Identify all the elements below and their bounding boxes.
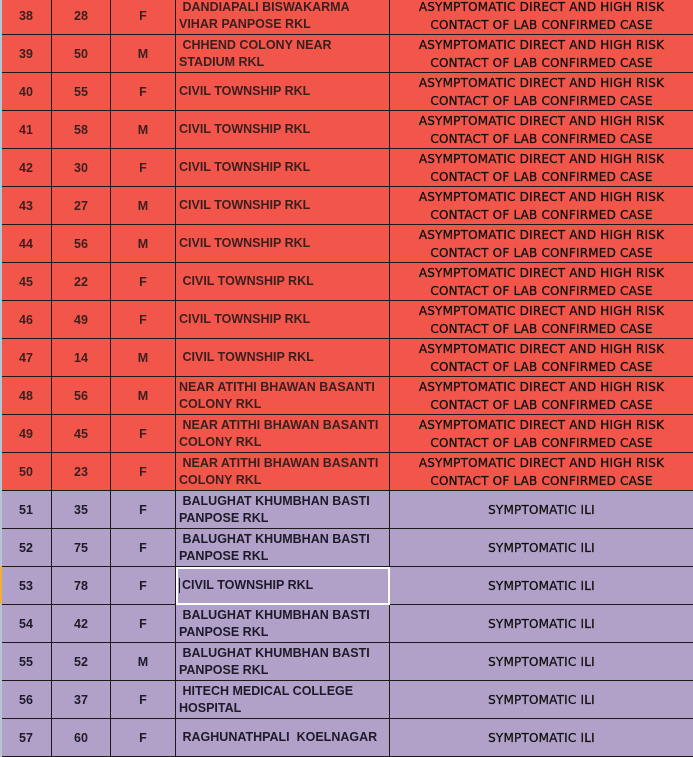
cell-serial-text: 47 xyxy=(19,350,33,365)
cell-age[interactable] xyxy=(52,491,111,529)
cell-address-text: CIVIL TOWNSHIP RKL xyxy=(179,160,311,174)
cell-category[interactable] xyxy=(390,149,693,187)
cell-address[interactable] xyxy=(176,491,390,529)
cell-age-text: 60 xyxy=(74,730,88,745)
table-row xyxy=(1,643,693,681)
cell-serial[interactable] xyxy=(1,719,52,757)
table-row xyxy=(1,301,693,339)
cell-address-selected[interactable] xyxy=(176,567,390,605)
cell-category-text: ASYMPTOMATIC DIRECT AND HIGH RISK CONTACT OF LAB CONFIRMED CASE xyxy=(418,151,665,184)
cell-category[interactable] xyxy=(390,225,693,263)
cell-category[interactable] xyxy=(390,35,693,73)
cell-sex-text: M xyxy=(137,122,149,137)
cell-serial[interactable] xyxy=(1,111,52,149)
cell-serial-text: 46 xyxy=(19,312,33,327)
cell-category-text: ASYMPTOMATIC DIRECT AND HIGH RISK CONTACT OF LAB CONFIRMED CASE xyxy=(418,113,665,146)
cell-address-text: RAGHUNATHPALI KOELNAGAR xyxy=(179,730,378,744)
cell-serial[interactable] xyxy=(1,567,52,605)
cell-age[interactable] xyxy=(52,73,111,111)
cell-serial[interactable] xyxy=(1,301,52,339)
table-row xyxy=(1,605,693,643)
cell-category[interactable] xyxy=(390,529,693,567)
cell-sex[interactable] xyxy=(111,0,176,35)
cell-sex-text: F xyxy=(139,730,147,745)
cell-address[interactable] xyxy=(176,35,390,73)
cell-sex[interactable] xyxy=(111,643,176,681)
cell-serial[interactable] xyxy=(1,377,52,415)
cell-age[interactable] xyxy=(52,643,111,681)
cell-age[interactable] xyxy=(52,453,111,491)
cell-category-text: SYMPTOMATIC ILI xyxy=(488,616,595,631)
cell-serial[interactable] xyxy=(1,73,52,111)
cell-age[interactable] xyxy=(52,719,111,757)
cell-sex[interactable] xyxy=(111,491,176,529)
cell-sex[interactable] xyxy=(111,301,176,339)
cell-address-text: CIVIL TOWNSHIP RKL xyxy=(179,274,314,288)
cell-address[interactable] xyxy=(176,111,390,149)
cell-address-text: BALUGHAT KHUMBHAN BASTI PANPOSE RKL xyxy=(179,493,374,525)
cell-sex-text: F xyxy=(139,578,147,593)
table-row xyxy=(1,225,693,263)
cell-address-text: CIVIL TOWNSHIP RKL xyxy=(179,350,314,364)
table-row xyxy=(1,187,693,225)
case-table-body xyxy=(1,0,693,757)
cell-age-text: 58 xyxy=(74,122,88,137)
cell-serial[interactable] xyxy=(1,187,52,225)
cell-address-text: CHHEND COLONY NEAR STADIUM RKL xyxy=(179,37,336,69)
table-row xyxy=(1,73,693,111)
cell-serial-text: 43 xyxy=(19,198,33,213)
cell-age[interactable] xyxy=(52,263,111,301)
cell-address[interactable] xyxy=(176,453,390,491)
cell-category-text: SYMPTOMATIC ILI xyxy=(488,692,595,707)
cell-sex-text: F xyxy=(139,502,147,517)
table-row xyxy=(1,35,693,73)
cell-sex[interactable] xyxy=(111,415,176,453)
cell-age-text: 37 xyxy=(74,692,88,707)
cell-address[interactable] xyxy=(176,149,390,187)
cell-serial[interactable] xyxy=(1,415,52,453)
cell-serial[interactable] xyxy=(1,339,52,377)
cell-address[interactable] xyxy=(176,339,390,377)
cell-serial-text: 52 xyxy=(19,540,33,555)
cell-sex[interactable] xyxy=(111,567,176,605)
cell-serial-text: 44 xyxy=(19,236,33,251)
cell-serial[interactable] xyxy=(1,263,52,301)
cell-serial-text: 38 xyxy=(19,8,33,23)
cell-serial[interactable] xyxy=(1,529,52,567)
cell-category-text: ASYMPTOMATIC DIRECT AND HIGH RISK CONTACT OF LAB CONFIRMED CASE xyxy=(418,265,665,298)
cell-category-text: ASYMPTOMATIC DIRECT AND HIGH RISK CONTACT OF LAB CONFIRMED CASE xyxy=(418,189,665,222)
cell-age-text: 27 xyxy=(74,198,88,213)
cell-sex-text: F xyxy=(139,616,147,631)
cell-sex-text: F xyxy=(139,84,147,99)
cell-serial-text: 45 xyxy=(19,274,33,289)
cell-category[interactable] xyxy=(390,73,693,111)
cell-age-text: 49 xyxy=(74,312,88,327)
cell-sex[interactable] xyxy=(111,339,176,377)
cell-category-text: ASYMPTOMATIC DIRECT AND HIGH RISK CONTACT OF LAB CONFIRMED CASE xyxy=(418,303,665,336)
cell-serial-text: 55 xyxy=(19,654,33,669)
cell-category[interactable] xyxy=(390,187,693,225)
cell-sex-text: F xyxy=(139,426,147,441)
cell-sex[interactable] xyxy=(111,149,176,187)
cell-address[interactable] xyxy=(176,225,390,263)
cell-serial[interactable] xyxy=(1,149,52,187)
table-row xyxy=(1,339,693,377)
cell-category-text: ASYMPTOMATIC DIRECT AND HIGH RISK CONTACT OF LAB CONFIRMED CASE xyxy=(418,417,665,450)
cell-serial[interactable] xyxy=(1,35,52,73)
cell-sex-text: F xyxy=(139,160,147,175)
cell-age-text: 35 xyxy=(74,502,88,517)
table-row xyxy=(1,0,693,35)
cell-category-text: SYMPTOMATIC ILI xyxy=(488,578,595,593)
cell-sex[interactable] xyxy=(111,73,176,111)
cell-serial[interactable] xyxy=(1,605,52,643)
cell-serial-text: 39 xyxy=(19,46,33,61)
cell-category[interactable] xyxy=(390,719,693,757)
cell-sex-text: F xyxy=(139,312,147,327)
cell-address[interactable] xyxy=(176,605,390,643)
cell-address-text: CIVIL TOWNSHIP RKL xyxy=(182,578,314,592)
cell-address-text: CIVIL TOWNSHIP RKL xyxy=(179,236,311,250)
cell-age[interactable] xyxy=(52,225,111,263)
cell-address[interactable] xyxy=(176,301,390,339)
cell-age[interactable] xyxy=(52,35,111,73)
cell-sex-text: F xyxy=(139,464,147,479)
cell-category[interactable] xyxy=(390,681,693,719)
cell-address-text: BALUGHAT KHUMBHAN BASTI PANPOSE RKL xyxy=(179,607,374,639)
cell-serial-text: 48 xyxy=(19,388,33,403)
cell-age-text: 56 xyxy=(74,388,88,403)
table-row xyxy=(1,719,693,757)
table-row xyxy=(1,453,693,491)
cell-address-text: DANDIAPALI BISWAKARMA VIHAR PANPOSE RKL xyxy=(179,0,353,31)
cell-address[interactable] xyxy=(176,529,390,567)
cell-serial[interactable] xyxy=(1,0,52,35)
cell-address[interactable] xyxy=(176,187,390,225)
cell-category-text: ASYMPTOMATIC DIRECT AND HIGH RISK CONTACT OF LAB CONFIRMED CASE xyxy=(418,0,665,32)
sheet-left-edge xyxy=(0,0,2,757)
table-row xyxy=(1,415,693,453)
cell-sex-text: M xyxy=(137,350,149,365)
cell-address[interactable] xyxy=(176,73,390,111)
table-row xyxy=(1,149,693,187)
cell-age-text: 52 xyxy=(74,654,88,669)
cell-age[interactable] xyxy=(52,301,111,339)
cell-sex[interactable] xyxy=(111,111,176,149)
cell-sex-text: M xyxy=(137,198,149,213)
cell-age-text: 75 xyxy=(74,540,88,555)
cell-age[interactable] xyxy=(52,681,111,719)
cell-age-text: 45 xyxy=(74,426,88,441)
cell-serial-text: 57 xyxy=(19,730,33,745)
cell-sex-text: F xyxy=(139,8,147,23)
cell-age[interactable] xyxy=(52,529,111,567)
cell-sex-text: F xyxy=(139,274,147,289)
cell-category[interactable] xyxy=(390,0,693,35)
cell-sex-text: M xyxy=(137,388,149,403)
cell-sex[interactable] xyxy=(111,263,176,301)
cell-age-text: 14 xyxy=(74,350,88,365)
cell-age[interactable] xyxy=(52,377,111,415)
cell-category[interactable] xyxy=(390,415,693,453)
cell-category[interactable] xyxy=(390,377,693,415)
cell-category[interactable] xyxy=(390,301,693,339)
cell-category-text: ASYMPTOMATIC DIRECT AND HIGH RISK CONTACT OF LAB CONFIRMED CASE xyxy=(418,341,665,374)
cell-age-text: 28 xyxy=(74,8,88,23)
cell-age[interactable] xyxy=(52,149,111,187)
cell-serial[interactable] xyxy=(1,491,52,529)
cell-category-text: SYMPTOMATIC ILI xyxy=(488,540,595,555)
cell-serial-text: 53 xyxy=(19,578,33,593)
cell-category[interactable] xyxy=(390,453,693,491)
cell-age-text: 78 xyxy=(74,578,88,593)
cell-category[interactable] xyxy=(390,605,693,643)
cell-age-text: 22 xyxy=(74,274,88,289)
cell-category-text: SYMPTOMATIC ILI xyxy=(488,730,595,745)
cell-category[interactable] xyxy=(390,111,693,149)
cell-address-text: NEAR ATITHI BHAWAN BASANTI COLONY RKL xyxy=(179,455,382,487)
active-row-marker xyxy=(0,566,2,604)
cell-serial[interactable] xyxy=(1,681,52,719)
cell-serial-text: 41 xyxy=(19,122,33,137)
cell-serial-text: 51 xyxy=(19,502,33,517)
cell-age[interactable] xyxy=(52,605,111,643)
cell-sex-text: M xyxy=(137,46,149,61)
cell-sex[interactable] xyxy=(111,225,176,263)
cell-sex[interactable] xyxy=(111,187,176,225)
cell-category-text: ASYMPTOMATIC DIRECT AND HIGH RISK CONTACT OF LAB CONFIRMED CASE xyxy=(418,379,665,412)
cell-category-text: SYMPTOMATIC ILI xyxy=(488,502,595,517)
cell-age[interactable] xyxy=(52,567,111,605)
cell-address-text: CIVIL TOWNSHIP RKL xyxy=(179,122,311,136)
cell-category[interactable] xyxy=(390,339,693,377)
cell-address-text: NEAR ATITHI BHAWAN BASANTI COLONY RKL xyxy=(179,417,382,449)
cell-address-text: HITECH MEDICAL COLLEGE HOSPITAL xyxy=(179,683,357,715)
cell-age[interactable] xyxy=(52,0,111,35)
cell-sex-text: F xyxy=(139,692,147,707)
cell-serial-text: 40 xyxy=(19,84,33,99)
table-row xyxy=(1,491,693,529)
table-row xyxy=(1,263,693,301)
cell-sex[interactable] xyxy=(111,377,176,415)
cell-address[interactable] xyxy=(176,0,390,35)
cell-age-text: 55 xyxy=(74,84,88,99)
cell-serial[interactable] xyxy=(1,453,52,491)
cell-sex-text: M xyxy=(137,236,149,251)
cell-category-text: ASYMPTOMATIC DIRECT AND HIGH RISK CONTACT OF LAB CONFIRMED CASE xyxy=(418,37,665,70)
cell-age[interactable] xyxy=(52,339,111,377)
cell-sex[interactable] xyxy=(111,605,176,643)
table-row xyxy=(1,681,693,719)
cell-address[interactable] xyxy=(176,681,390,719)
cell-serial-text: 54 xyxy=(19,616,33,631)
cell-category-text: ASYMPTOMATIC DIRECT AND HIGH RISK CONTACT OF LAB CONFIRMED CASE xyxy=(418,227,665,260)
cell-age-text: 56 xyxy=(74,236,88,251)
cell-sex[interactable] xyxy=(111,453,176,491)
cell-age-text: 23 xyxy=(74,464,88,479)
cell-address[interactable] xyxy=(176,643,390,681)
cell-address-text: BALUGHAT KHUMBHAN BASTI PANPOSE RKL xyxy=(179,531,374,563)
cell-address-text: CIVIL TOWNSHIP RKL xyxy=(179,84,311,98)
cell-age-text: 42 xyxy=(74,616,88,631)
cell-sex[interactable] xyxy=(111,529,176,567)
cell-age[interactable] xyxy=(52,415,111,453)
table-row xyxy=(1,529,693,567)
cell-serial-text: 42 xyxy=(19,160,33,175)
cell-category-text: ASYMPTOMATIC DIRECT AND HIGH RISK CONTACT OF LAB CONFIRMED CASE xyxy=(418,75,665,108)
cell-address[interactable] xyxy=(176,415,390,453)
cell-address[interactable] xyxy=(176,377,390,415)
cell-category-text: ASYMPTOMATIC DIRECT AND HIGH RISK CONTACT OF LAB CONFIRMED CASE xyxy=(418,455,665,488)
cell-serial-text: 56 xyxy=(19,692,33,707)
cell-sex[interactable] xyxy=(111,719,176,757)
table-row xyxy=(1,377,693,415)
cell-sex-text: M xyxy=(137,654,149,669)
cell-address-text: NEAR ATITHI BHAWAN BASANTI COLONY RKL xyxy=(179,379,379,411)
cell-category-text: SYMPTOMATIC ILI xyxy=(488,654,595,669)
cell-serial[interactable] xyxy=(1,225,52,263)
cell-address[interactable] xyxy=(176,263,390,301)
cell-age-text: 30 xyxy=(74,160,88,175)
cell-age[interactable] xyxy=(52,111,111,149)
table-row xyxy=(1,111,693,149)
cell-category[interactable] xyxy=(390,643,693,681)
cell-address-text: CIVIL TOWNSHIP RKL xyxy=(179,198,311,212)
cell-serial-text: 49 xyxy=(19,426,33,441)
cell-serial[interactable] xyxy=(1,643,52,681)
cell-category[interactable] xyxy=(390,491,693,529)
cell-sex[interactable] xyxy=(111,681,176,719)
cell-serial-text: 50 xyxy=(19,464,33,479)
text-cursor xyxy=(179,578,180,593)
cell-age[interactable] xyxy=(52,187,111,225)
cell-category[interactable] xyxy=(390,263,693,301)
cell-address[interactable] xyxy=(176,719,390,757)
cell-category[interactable] xyxy=(390,567,693,605)
table-row xyxy=(1,567,693,605)
cell-age-text: 50 xyxy=(74,46,88,61)
cell-sex-text: F xyxy=(139,540,147,555)
cell-address-text: BALUGHAT KHUMBHAN BASTI PANPOSE RKL xyxy=(179,645,374,677)
cell-address-text: CIVIL TOWNSHIP RKL xyxy=(179,312,311,326)
cell-sex[interactable] xyxy=(111,35,176,73)
